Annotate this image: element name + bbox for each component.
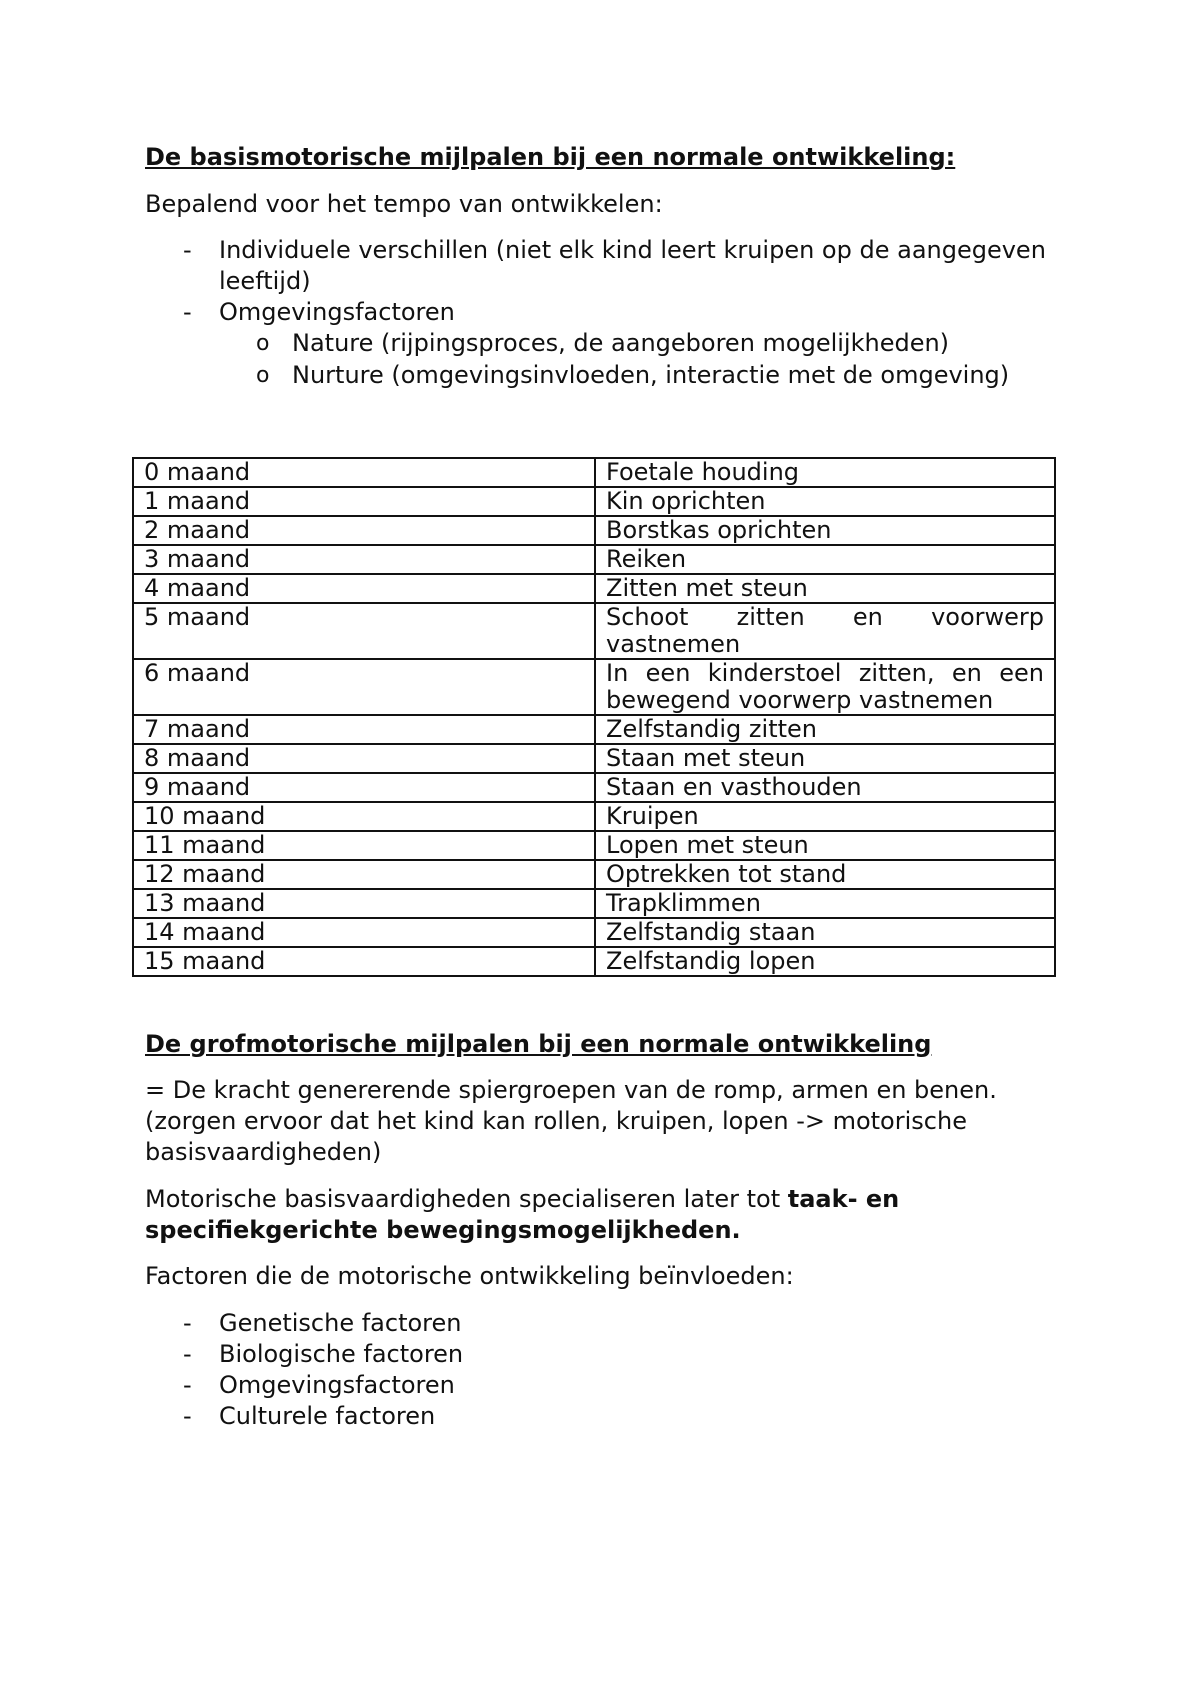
bullet-text: Omgevingsfactoren bbox=[219, 298, 455, 326]
factor-item-omgeving bbox=[183, 1370, 1083, 1401]
sub-bullet-text: Nurture (omgevingsinvloeden, interactie met de omgeving) bbox=[292, 361, 1010, 389]
milestone-cell: Reiken bbox=[595, 545, 1055, 574]
definition-line-3: basisvaardigheden) bbox=[145, 1138, 382, 1166]
age-cell: 11 maand bbox=[133, 831, 595, 860]
factor-text: Genetische factoren bbox=[219, 1309, 462, 1337]
bullet-text: Individuele verschillen (niet elk kind leert kruipen op de aangegeven leeftijd) bbox=[219, 236, 1046, 295]
specialisation-bold-1: taak- en bbox=[787, 1185, 900, 1213]
specialisation-bold-2: specifiekgerichte bewegingsmogelijkheden. bbox=[145, 1216, 741, 1244]
table-row bbox=[133, 802, 1055, 831]
sub-bullet-nurture bbox=[256, 360, 1076, 391]
table-row bbox=[133, 603, 1055, 659]
age-cell: 9 maand bbox=[133, 773, 595, 802]
circle-marker: o bbox=[256, 331, 270, 356]
milestone-cell: Kin oprichten bbox=[595, 487, 1055, 516]
factor-text: Biologische factoren bbox=[219, 1340, 464, 1368]
milestone-cell: Staan en vasthouden bbox=[595, 773, 1055, 802]
milestone-cell: Staan met steun bbox=[595, 744, 1055, 773]
milestone-cell: Optrekken tot stand bbox=[595, 860, 1055, 889]
dash-marker: - bbox=[183, 1340, 192, 1368]
bullet-individuele-verschillen bbox=[183, 235, 1083, 297]
bullet-omgevingsfactoren bbox=[183, 297, 1083, 328]
section-heading-basismotorisch: De basismotorische mijlpalen bij een normale ontwikkeling: bbox=[145, 143, 956, 171]
table-row bbox=[133, 889, 1055, 918]
age-cell: 12 maand bbox=[133, 860, 595, 889]
milestones-table bbox=[132, 457, 1056, 977]
factor-item-cultureel bbox=[183, 1401, 1083, 1432]
specialisation-line-1 bbox=[145, 1184, 1075, 1215]
specialisation-line-2 bbox=[145, 1215, 1075, 1246]
definition-line-1: = De kracht genererende spiergroepen van de romp, armen en benen. bbox=[145, 1076, 997, 1104]
table-row bbox=[133, 715, 1055, 744]
table-row bbox=[133, 773, 1055, 802]
table-row bbox=[133, 918, 1055, 947]
table-row bbox=[133, 458, 1055, 487]
section-heading-grofmotorisch: De grofmotorische mijlpalen bij een normale ontwikkeling bbox=[145, 1030, 932, 1058]
table-row bbox=[133, 831, 1055, 860]
milestone-cell: In een kinderstoel zitten, en een bewegend voorwerp vastnemen bbox=[595, 659, 1055, 715]
specialisation-prefix: Motorische basisvaardigheden specialiseren later tot bbox=[145, 1185, 788, 1213]
milestone-cell: Schoot zitten en voorwerp vastnemen bbox=[595, 603, 1055, 659]
age-cell: 10 maand bbox=[133, 802, 595, 831]
definition-line-2: (zorgen ervoor dat het kind kan rollen, kruipen, lopen -> motorische bbox=[145, 1107, 967, 1135]
factor-item-genetisch bbox=[183, 1308, 1083, 1339]
factor-text: Omgevingsfactoren bbox=[219, 1371, 455, 1399]
age-cell: 3 maand bbox=[133, 545, 595, 574]
table-row bbox=[133, 947, 1055, 976]
age-cell: 7 maand bbox=[133, 715, 595, 744]
dash-marker: - bbox=[183, 298, 192, 326]
milestone-cell: Trapklimmen bbox=[595, 889, 1055, 918]
table-row bbox=[133, 659, 1055, 715]
age-cell: 6 maand bbox=[133, 659, 595, 715]
factor-item-biologisch bbox=[183, 1339, 1083, 1370]
sub-bullet-text: Nature (rijpingsproces, de aangeboren mogelijkheden) bbox=[292, 329, 950, 357]
table-row bbox=[133, 860, 1055, 889]
table-row bbox=[133, 574, 1055, 603]
dash-marker: - bbox=[183, 236, 192, 264]
milestone-cell: Kruipen bbox=[595, 802, 1055, 831]
age-cell: 2 maand bbox=[133, 516, 595, 545]
age-cell: 1 maand bbox=[133, 487, 595, 516]
age-cell: 13 maand bbox=[133, 889, 595, 918]
intro-text: Bepalend voor het tempo van ontwikkelen: bbox=[145, 190, 663, 218]
milestone-cell: Lopen met steun bbox=[595, 831, 1055, 860]
age-cell: 14 maand bbox=[133, 918, 595, 947]
circle-marker: o bbox=[256, 363, 270, 388]
table-row bbox=[133, 545, 1055, 574]
milestone-cell: Foetale houding bbox=[595, 458, 1055, 487]
table-row bbox=[133, 487, 1055, 516]
milestone-cell: Zelfstandig staan bbox=[595, 918, 1055, 947]
table-row bbox=[133, 516, 1055, 545]
sub-bullet-nature bbox=[256, 328, 1076, 359]
factors-intro: Factoren die de motorische ontwikkeling beïnvloeden: bbox=[145, 1262, 794, 1290]
dash-marker: - bbox=[183, 1371, 192, 1399]
age-cell: 5 maand bbox=[133, 603, 595, 659]
milestone-cell: Zelfstandig zitten bbox=[595, 715, 1055, 744]
factor-text: Culturele factoren bbox=[219, 1402, 436, 1430]
table-row bbox=[133, 744, 1055, 773]
age-cell: 15 maand bbox=[133, 947, 595, 976]
age-cell: 0 maand bbox=[133, 458, 595, 487]
milestone-cell: Borstkas oprichten bbox=[595, 516, 1055, 545]
dash-marker: - bbox=[183, 1309, 192, 1337]
milestone-cell: Zelfstandig lopen bbox=[595, 947, 1055, 976]
age-cell: 8 maand bbox=[133, 744, 595, 773]
dash-marker: - bbox=[183, 1402, 192, 1430]
milestone-cell: Zitten met steun bbox=[595, 574, 1055, 603]
age-cell: 4 maand bbox=[133, 574, 595, 603]
